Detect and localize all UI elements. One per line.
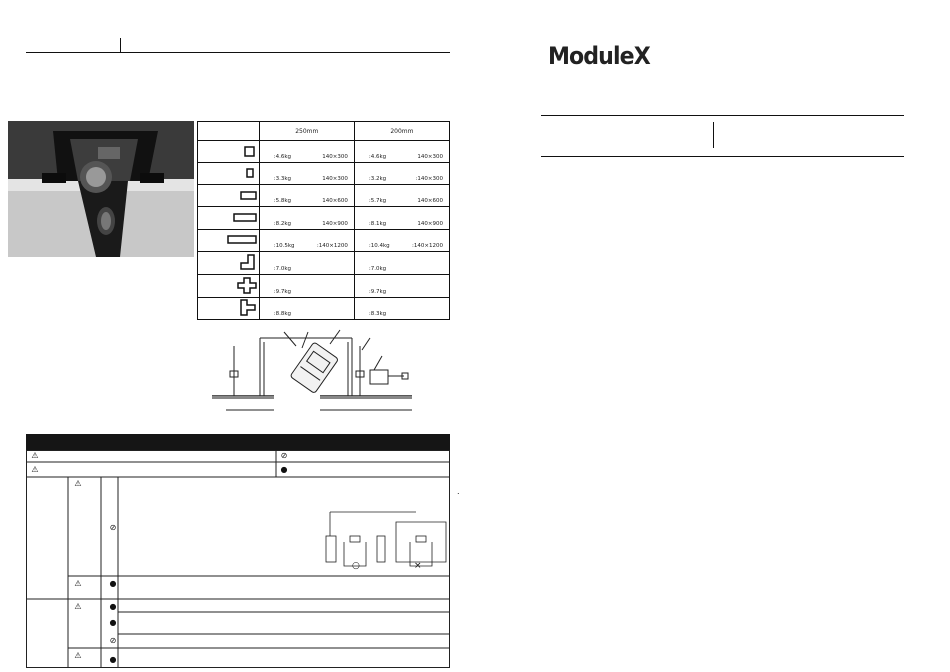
spec-header-250: 250mm [259, 122, 354, 141]
spec-header-blank [198, 122, 260, 141]
square-icon [201, 144, 259, 158]
row-icon-cell [198, 251, 260, 274]
small-rect-icon [201, 166, 259, 180]
row-200-cell [354, 251, 449, 274]
size: :140×1200 [316, 242, 348, 249]
size: :140×300 [415, 176, 443, 183]
weight: :5.7kg [368, 198, 387, 205]
mandatory-icon: ● [280, 465, 288, 474]
mandatory-icon: ● [109, 579, 117, 588]
size: 140×300 [322, 176, 348, 183]
row-200-cell [354, 274, 449, 297]
weight: :8.2kg [273, 220, 292, 227]
row-250-cell [259, 141, 354, 163]
row-200-cell [354, 141, 449, 163]
row-250-cell [259, 251, 354, 274]
size: 140×600 [322, 198, 348, 205]
row-icon-cell [198, 207, 260, 229]
ok-mark: ○ [352, 561, 360, 571]
installation-diagram [212, 326, 427, 416]
weight: :8.1kg [368, 220, 387, 227]
weight: :3.3kg [273, 176, 292, 183]
size: 140×600 [417, 198, 443, 205]
t-shape-icon [201, 298, 259, 316]
row-200-cell [354, 297, 449, 319]
mandatory-icon: ● [109, 602, 117, 611]
prohibit-icon: ⊘ [109, 636, 117, 645]
safety-header-bar [26, 434, 450, 450]
size: 140×900 [417, 220, 443, 227]
ng-mark: × [414, 561, 422, 571]
weight: :5.8kg [273, 198, 292, 205]
size: 140×300 [322, 154, 348, 161]
size: 140×300 [417, 154, 443, 161]
row-icon-cell [198, 185, 260, 207]
row-200-cell [354, 207, 449, 229]
mandatory-icon: ● [109, 618, 117, 627]
weight: :8.8kg [273, 311, 292, 317]
row-200-cell [354, 185, 449, 207]
weight: :10.4kg [368, 242, 390, 249]
warning-icon: ⚠ [74, 579, 82, 588]
row-icon-cell [198, 141, 260, 163]
row-250-cell [259, 229, 354, 251]
weight: :3.2kg [368, 176, 387, 183]
weight: :8.3kg [368, 311, 387, 317]
warning-icon: ⚠ [74, 602, 82, 611]
warning-icon: ⚠ [74, 479, 82, 488]
prohibit-icon: ⊘ [109, 523, 117, 532]
weight: :9.7kg [368, 288, 387, 295]
l-shape-icon [201, 253, 259, 271]
warning-icon: ⚠ [74, 651, 82, 660]
row-200-cell [354, 163, 449, 185]
row-200-cell [354, 229, 449, 251]
row-250-cell [259, 297, 354, 319]
row-250-cell [259, 163, 354, 185]
safety-table [26, 450, 450, 668]
row-250-cell [259, 185, 354, 207]
warning-icon: ⚠ [31, 465, 39, 474]
row-icon-cell [198, 229, 260, 251]
left-header-rule [26, 52, 450, 53]
row-icon-cell [198, 163, 260, 185]
size: :140×1200 [412, 242, 443, 249]
row-icon-cell [198, 274, 260, 297]
left-header-divider [120, 38, 121, 52]
prohibit-icon: ⊘ [280, 451, 288, 460]
weight: :10.5kg [273, 242, 295, 249]
row-250-cell [259, 207, 354, 229]
weight: :4.6kg [368, 154, 387, 161]
rect-2-icon [201, 188, 259, 202]
stray-dot: . [457, 487, 460, 496]
rect-3-icon [201, 210, 259, 224]
product-photo [8, 121, 194, 257]
spec-table [197, 121, 450, 320]
mandatory-icon: ● [109, 655, 117, 664]
weight: :7.0kg [273, 265, 292, 272]
right-header-rule-bottom [541, 156, 904, 157]
row-icon-cell [198, 297, 260, 319]
cross-shape-icon [201, 276, 259, 294]
weight: :9.7kg [273, 288, 292, 295]
modulex-logo: ModuleX [548, 42, 650, 70]
warning-icon: ⚠ [31, 451, 39, 460]
weight: :4.6kg [273, 154, 292, 161]
size: 140×900 [322, 220, 348, 227]
row-250-cell [259, 274, 354, 297]
right-header-rule-top [541, 115, 904, 116]
right-header-divider [713, 122, 714, 148]
rect-4-icon [201, 232, 259, 246]
spec-header-200: 200mm [354, 122, 449, 141]
weight: :7.0kg [368, 265, 387, 272]
